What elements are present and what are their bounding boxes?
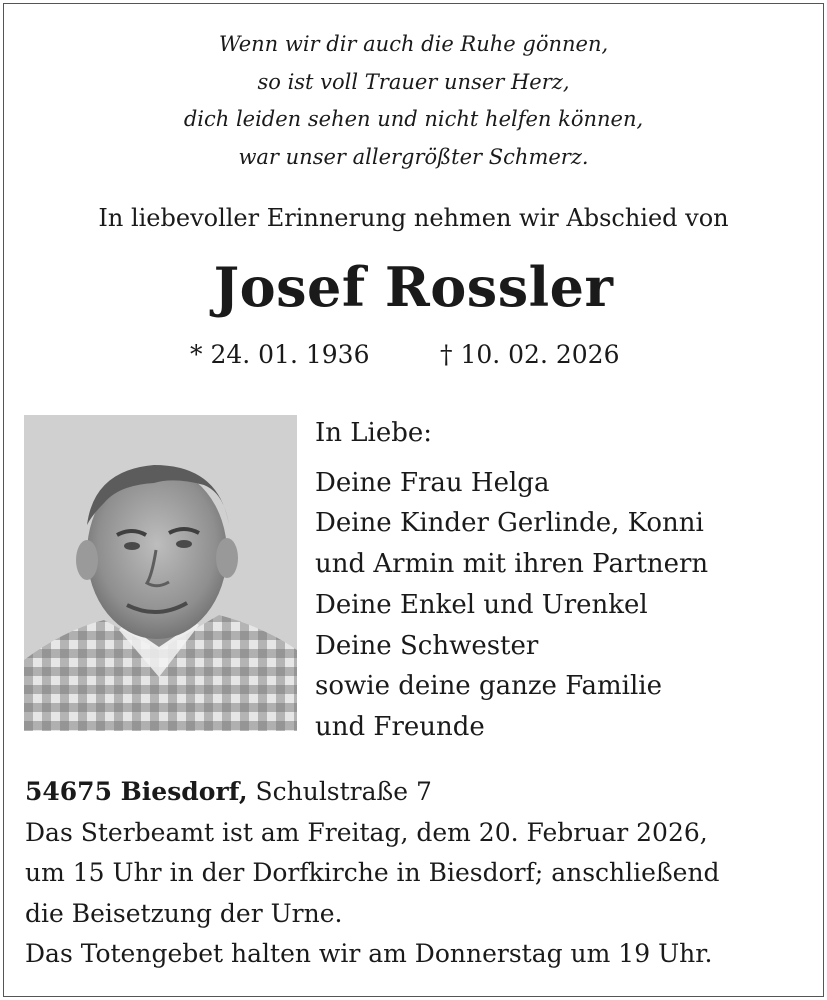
mourners-list <box>315 413 708 748</box>
mourners-heading: In Liebe: <box>315 418 433 448</box>
farewell-intro: In liebevoller Erinnerung nehmen wir Abschied von <box>98 204 729 232</box>
poem-line: war unser allergrößter Schmerz. <box>238 144 589 169</box>
deceased-name: Josef Rossler <box>213 255 614 319</box>
mourner-line: und Armin mit ihren Partnern <box>315 549 709 580</box>
mourner-line: Deine Enkel und Urenkel <box>315 589 648 620</box>
mourner-line: Deine Kinder Gerlinde, Konni <box>315 508 704 539</box>
service-detail-line: um 15 Uhr in der Dorfkirche in Biesdorf; anschließend <box>25 858 720 887</box>
birth-date: * 24. 01. 1936 <box>190 340 370 369</box>
mourner-line: sowie deine ganze Familie <box>315 671 662 702</box>
service-detail-line: Das Totengebet halten wir am Donnerstag um 19 Uhr. <box>25 939 713 968</box>
service-info <box>25 772 720 975</box>
address-street: Schulstraße 7 <box>255 777 432 806</box>
service-detail-line: Das Sterbeamt ist am Freitag, dem 20. Februar 2026, <box>25 817 708 847</box>
portrait-photo <box>24 415 297 731</box>
service-detail-line: die Beisetzung der Urne. <box>25 898 343 928</box>
poem-line: so ist voll Trauer unser Herz, <box>257 69 570 94</box>
poem-line: Wenn wir dir auch die Ruhe gönnen, <box>218 32 609 56</box>
death-date: † 10. 02. 2026 <box>440 340 620 369</box>
memorial-poem <box>0 26 827 176</box>
mourner-line: Deine Frau Helga <box>315 467 550 498</box>
poem-line: dich leiden sehen und nicht helfen können, <box>183 107 644 131</box>
mourner-line: Deine Schwester <box>315 630 539 661</box>
address-place: 54675 Biesdorf, <box>25 777 248 806</box>
portrait-illustration <box>24 415 297 731</box>
mourner-line: und Freunde <box>315 711 485 742</box>
address-line <box>25 772 720 813</box>
